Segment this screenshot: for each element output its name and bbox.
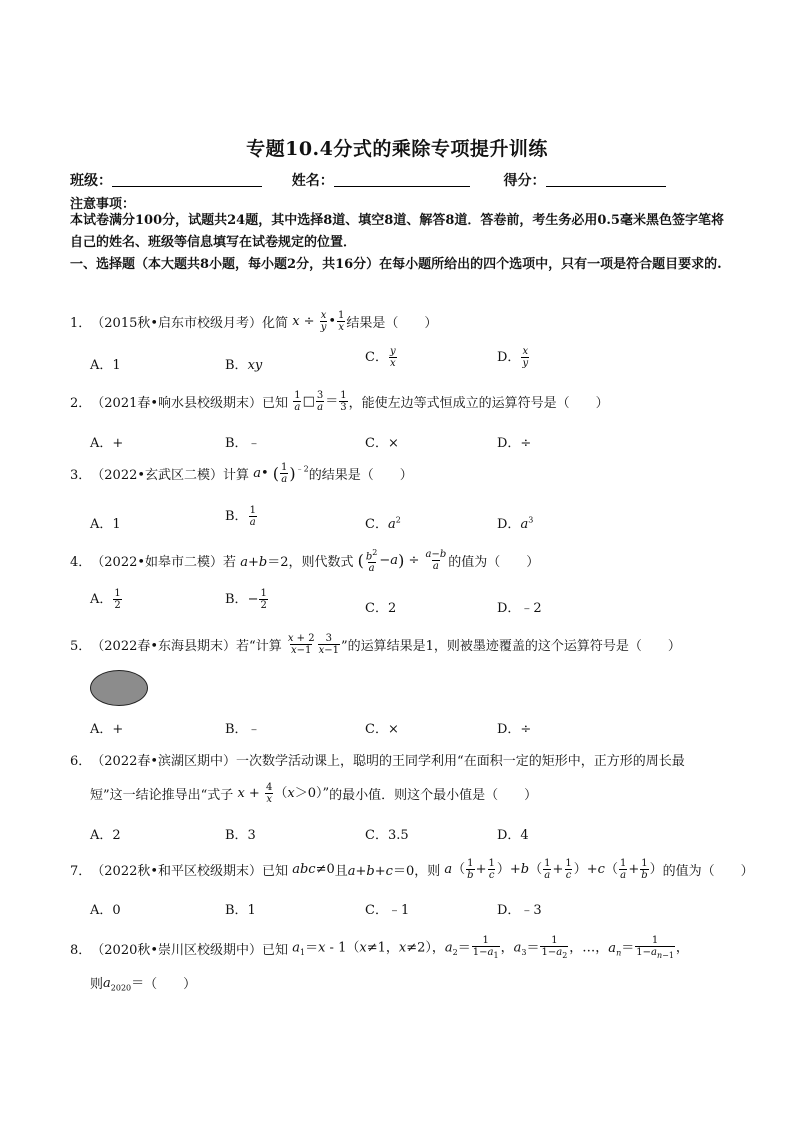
option-c[interactable]: C．2 [365,601,397,616]
notice-heading: 注意事项： [70,197,136,212]
option-b[interactable]: B． $\frac{1}{a}$ [225,505,256,528]
question-7: 7．（2022秋•和平区校级期末）已知 abc≠0且a+b+c＝0，则 a（ $\frac{1}{b}$ + $\frac{1}{c}$ ）+b（ $\frac{1}{a}$ + $\frac{1}{c}$ ）+c（ $\frac{1}{a}$ + $\frac{1}{b}$ ）的值为（ ） [70,858,754,881]
math-expression: $a_1=x - 1(x\ne 1$，x≠2），$a_2=$ $\frac{1}{1-a_1}$ ，$a_3=$ $\frac{1}{1-a_2}$ ，…，$a_n=$ $\frac{1}{1-a_{n-1}}$ ， [292,935,689,960]
math-expression: x ÷ $\frac{x}{y}$ • $\frac{1}{x}$ [292,310,345,333]
option-d[interactable]: D．﹣2 [497,601,542,616]
option-a[interactable]: A．1 [90,517,121,532]
option-a[interactable]: A． $\frac{1}{2}$ [90,588,121,611]
question-6-line2: 短”这一结论推导出“式子 x + $\frac{4}{x}$ （x＞0）”的最小值．则这个最小值是（ ） [90,782,538,805]
page-title: 专题10.4分式的乘除专项提升训练 [246,138,548,160]
question-2: 2．（2021春•响水县校级期末）已知 $\frac{1}{a}$ □ $\frac{3}{a}$ ＝ $\frac{1}{3}$ ，能使左边等式恒成立的运算符号是（ ） [70,390,609,413]
option-b[interactable]: B．xy [225,358,263,373]
question-5: 5．（2022春•东海县期末）若“计算 $\frac{x + 2}{x-1}$ $\frac{3}{x-1}$ ”的运算结果是1，则被墨迹覆盖的这个运算符号是（ ） [70,633,681,656]
question-8: 8．（2020秋•崇川区校级期中）已知 $a_1=x - 1(x\ne 1$，x≠2），$a_2=$ $\frac{1}{1-a_1}$ ，$a_3=$ $\frac{1}{1-a_2}$ ，…，$a_n=$ $\frac{1}{1-a_{n-1}}$ ， [70,935,689,960]
math-condition: a+b＝2 [240,555,289,571]
math-condition: abc≠0 [292,862,335,877]
option-c[interactable]: C．$a^2$ [365,515,401,532]
option-c[interactable]: C． $\frac{y}{x}$ [365,346,396,369]
option-b[interactable]: B．﹣ [225,436,261,451]
math-expression: x + $\frac{4}{x}$ （x＞0）” [237,782,330,805]
question-6: 6．（2022春•滨湖区期中）一次数学活动课上，聪明的王同学利用“在面积一定的矩形中，正方形的周长最 [70,754,685,769]
ink-blot-shape [90,670,148,706]
option-a[interactable]: A．1 [90,358,121,373]
math-condition: a+b+c＝0 [347,864,415,879]
option-d[interactable]: D．4 [497,828,529,843]
option-c[interactable]: C．﹣1 [365,903,410,918]
score-label: 得分： [503,173,546,189]
option-a[interactable]: A．+ [90,436,124,451]
math-expression: ( $\frac{b^2}{a}$ −a) ÷ $\frac{a-b}{a}$ [357,548,447,575]
option-d[interactable]: D．$a^3$ [497,515,534,532]
option-d[interactable]: D．÷ [497,722,532,737]
option-d[interactable]: D．÷ [497,436,532,451]
option-b[interactable]: B．− $\frac{1}{2}$ [225,588,267,611]
math-expression: $\frac{1}{a}$ □ $\frac{3}{a}$ ＝ $\frac{1}{3}$ [294,390,347,413]
option-c[interactable]: C．× [365,722,399,737]
math-expression: $\frac{x + 2}{x-1}$ $\frac{3}{x-1}$ [287,633,339,656]
option-b[interactable]: B．1 [225,903,256,918]
question-3: 3．（2022•玄武区二模）计算 a• ( $\frac{1}{a}$ )$^{﹣2}$的结果是（ ） [70,462,413,485]
option-d[interactable]: D．﹣3 [497,903,542,918]
class-field[interactable] [112,172,262,187]
math-expression: $a_{2020}=$ [103,976,145,993]
option-a[interactable]: A．0 [90,903,121,918]
class-label: 班级： [70,173,112,189]
option-b[interactable]: B．3 [225,828,256,843]
section-heading: 一、选择题（本大题共8小题，每小题2分，共16分）在每小题所给出的四个选项中，只有一项是符合题目要求的. [70,257,722,272]
math-expression: a（ $\frac{1}{b}$ + $\frac{1}{c}$ ）+b（ $\frac{1}{a}$ + $\frac{1}{c}$ ）+c（ $\frac{1}{a}$ + $\frac{1}{b}$ ） [444,858,663,881]
math-expression: a• ( $\frac{1}{a}$ )$^{﹣2}$ [253,462,309,485]
name-label: 姓名： [291,173,334,189]
question-4: 4．（2022•如皋市二模）若 a+b＝2，则代数式 ( $\frac{b^2}{a}$ −a) ÷ $\frac{a-b}{a}$ 的值为（ ） [70,548,540,575]
question-1: 1．（2015秋•启东市校级月考）化简 x ÷ $\frac{x}{y}$ • $\frac{1}{x}$ 结果是（ ） [70,310,438,333]
option-b[interactable]: B．﹣ [225,722,261,737]
notice-body: 本试卷满分100分，试题共24题，其中选择8道、填空8道、解答8道．答卷前，考生务必用0.5毫米黑色签字笔将自己的姓名、班级等信息填写在试卷规定的位置． [70,213,724,250]
option-a[interactable]: A．+ [90,722,124,737]
student-info-row [70,170,666,190]
question-8-line2: 则$a_{2020}=$（ ） [90,972,196,993]
option-a[interactable]: A．2 [90,828,121,843]
option-d[interactable]: D． $\frac{x}{y}$ [497,346,529,369]
option-c[interactable]: C．3.5 [365,828,409,843]
name-field[interactable] [334,172,470,187]
option-c[interactable]: C．× [365,436,399,451]
score-field[interactable] [546,172,666,187]
